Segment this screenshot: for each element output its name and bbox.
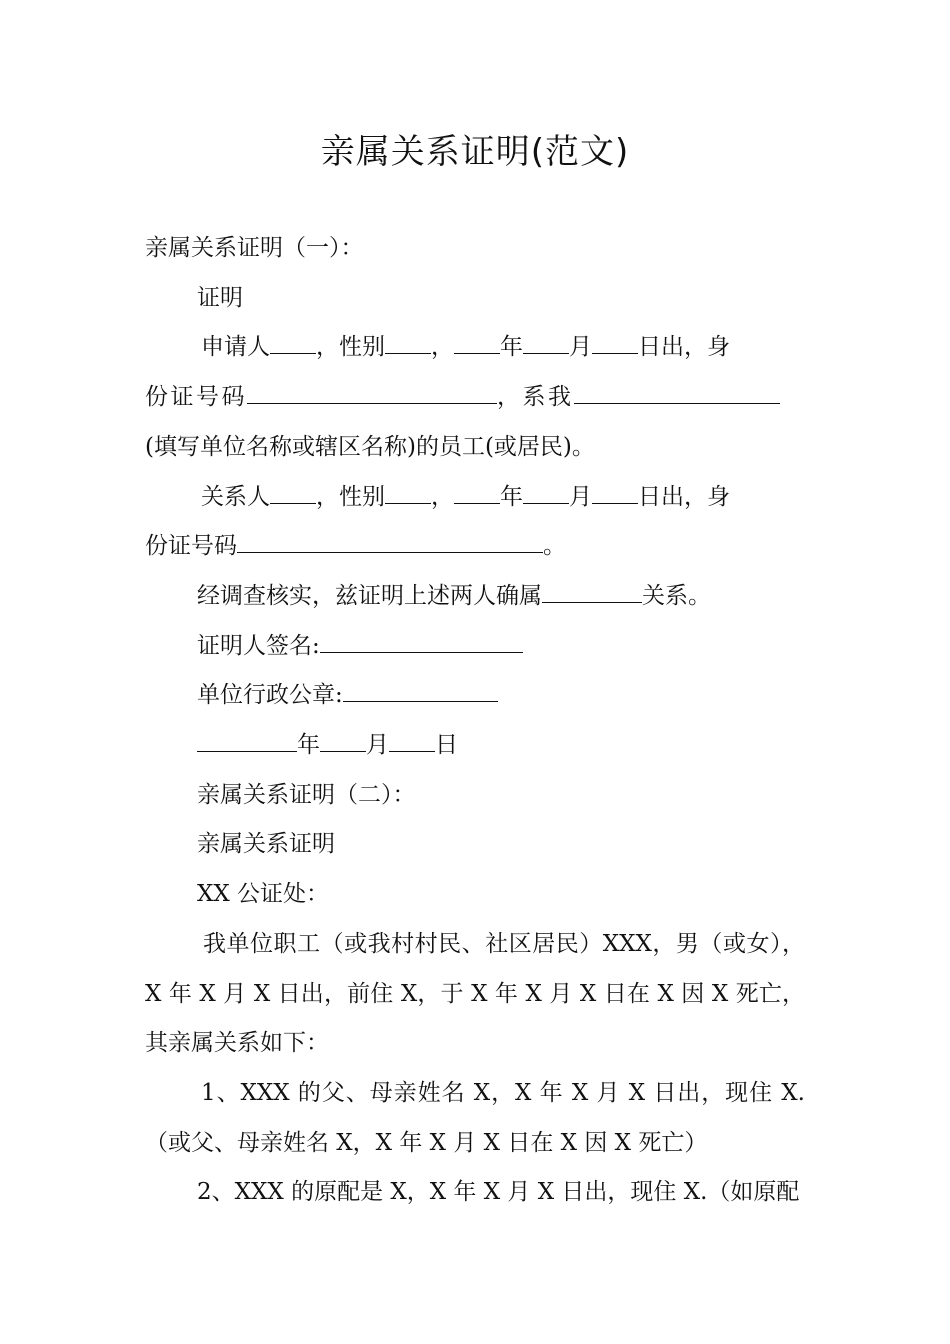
year-label: 年 bbox=[500, 483, 523, 510]
blank-relative-name bbox=[270, 485, 316, 504]
date-line bbox=[145, 721, 805, 771]
month-label: 月 bbox=[569, 334, 592, 361]
comma: ， bbox=[431, 483, 454, 510]
month-label: 月 bbox=[569, 483, 592, 510]
year-label: 年 bbox=[297, 732, 320, 759]
blank-relative-month bbox=[523, 485, 569, 504]
blank-date-month bbox=[320, 733, 366, 752]
intro-text: 我单位职工（或我村村民、社区居民）XXX，男（或女），X 年 X 月 X 日出，前住 X，于 X 年 X 月 X 日在 X 因 X 死亡，其亲属关系如下： bbox=[145, 930, 805, 1057]
item1-text: 1、XXX 的父、母亲姓名 X，X 年 X 月 X 日出，现住 X.（或父、母亲姓名 X，X 年 X 月 X 日在 X 因 X 死亡） bbox=[145, 1079, 805, 1156]
relative-line-2 bbox=[145, 522, 805, 572]
period: 。 bbox=[543, 533, 566, 560]
comma: ， bbox=[431, 334, 454, 361]
section1-heading: 亲属关系证明（一）： bbox=[145, 235, 364, 261]
year-label: 年 bbox=[500, 334, 523, 361]
month-label: 月 bbox=[366, 732, 389, 759]
verification-line bbox=[145, 572, 805, 622]
section2-intro bbox=[145, 920, 805, 1069]
blank-relative-year bbox=[454, 485, 500, 504]
blank-year bbox=[454, 335, 500, 354]
blank-day bbox=[592, 335, 638, 354]
blank-signature bbox=[320, 634, 523, 653]
blank-relative-day bbox=[592, 485, 638, 504]
blank-seal bbox=[343, 683, 498, 702]
seal-line bbox=[145, 671, 805, 721]
relative-line-1 bbox=[145, 473, 805, 523]
section2-item-2 bbox=[145, 1168, 805, 1218]
birth-label: 日出，身 bbox=[638, 483, 730, 510]
blank-date-day bbox=[389, 733, 435, 752]
blank-employer bbox=[574, 385, 780, 404]
relative-id-label: 份证号码 bbox=[145, 533, 237, 560]
document-title: 亲属关系证明(范文) bbox=[320, 132, 630, 172]
blank-name bbox=[270, 335, 316, 354]
blank-date-year bbox=[197, 733, 297, 752]
applicant-line-1 bbox=[145, 323, 805, 373]
applicant-label: 申请人 bbox=[201, 334, 270, 361]
section2-heading: 亲属关系证明（二）： bbox=[197, 781, 416, 808]
blank-month bbox=[523, 335, 569, 354]
section2-item-1 bbox=[145, 1069, 805, 1168]
blank-relationship bbox=[542, 584, 642, 603]
relative-label: 关系人 bbox=[201, 483, 270, 510]
day-label: 日 bbox=[435, 732, 458, 759]
section1-label: 证明 bbox=[197, 284, 243, 311]
signer-line bbox=[145, 622, 805, 672]
item2-text: 2、XXX 的原配是 X，X 年 X 月 X 日出，现住 X.（如原配 bbox=[197, 1179, 800, 1206]
blank-relative-gender bbox=[385, 485, 431, 504]
blank-gender bbox=[385, 335, 431, 354]
id-label: 份证号码 bbox=[145, 384, 247, 411]
employer-label: ，系我 bbox=[497, 384, 574, 411]
blank-relative-id bbox=[237, 534, 543, 553]
section2-label: 亲属关系证明 bbox=[197, 831, 335, 858]
signer-label: 证明人签名: bbox=[197, 632, 320, 659]
verify-text: 经调查核实，兹证明上述两人确属 bbox=[197, 582, 542, 609]
relationship-suffix: 关系。 bbox=[642, 582, 711, 609]
document-body bbox=[145, 224, 805, 1218]
birth-label: 日出，身 bbox=[638, 334, 730, 361]
blank-id-number bbox=[247, 385, 497, 404]
seal-label: 单位行政公章: bbox=[197, 682, 343, 709]
applicant-line-2 bbox=[145, 373, 805, 423]
applicant-line-3: (填写单位名称或辖区名称)的员工(或居民)。 bbox=[145, 433, 595, 460]
relative-gender-label: ，性别 bbox=[316, 483, 385, 510]
gender-label: ，性别 bbox=[316, 334, 385, 361]
section2-addressee: XX 公证处： bbox=[197, 881, 330, 908]
